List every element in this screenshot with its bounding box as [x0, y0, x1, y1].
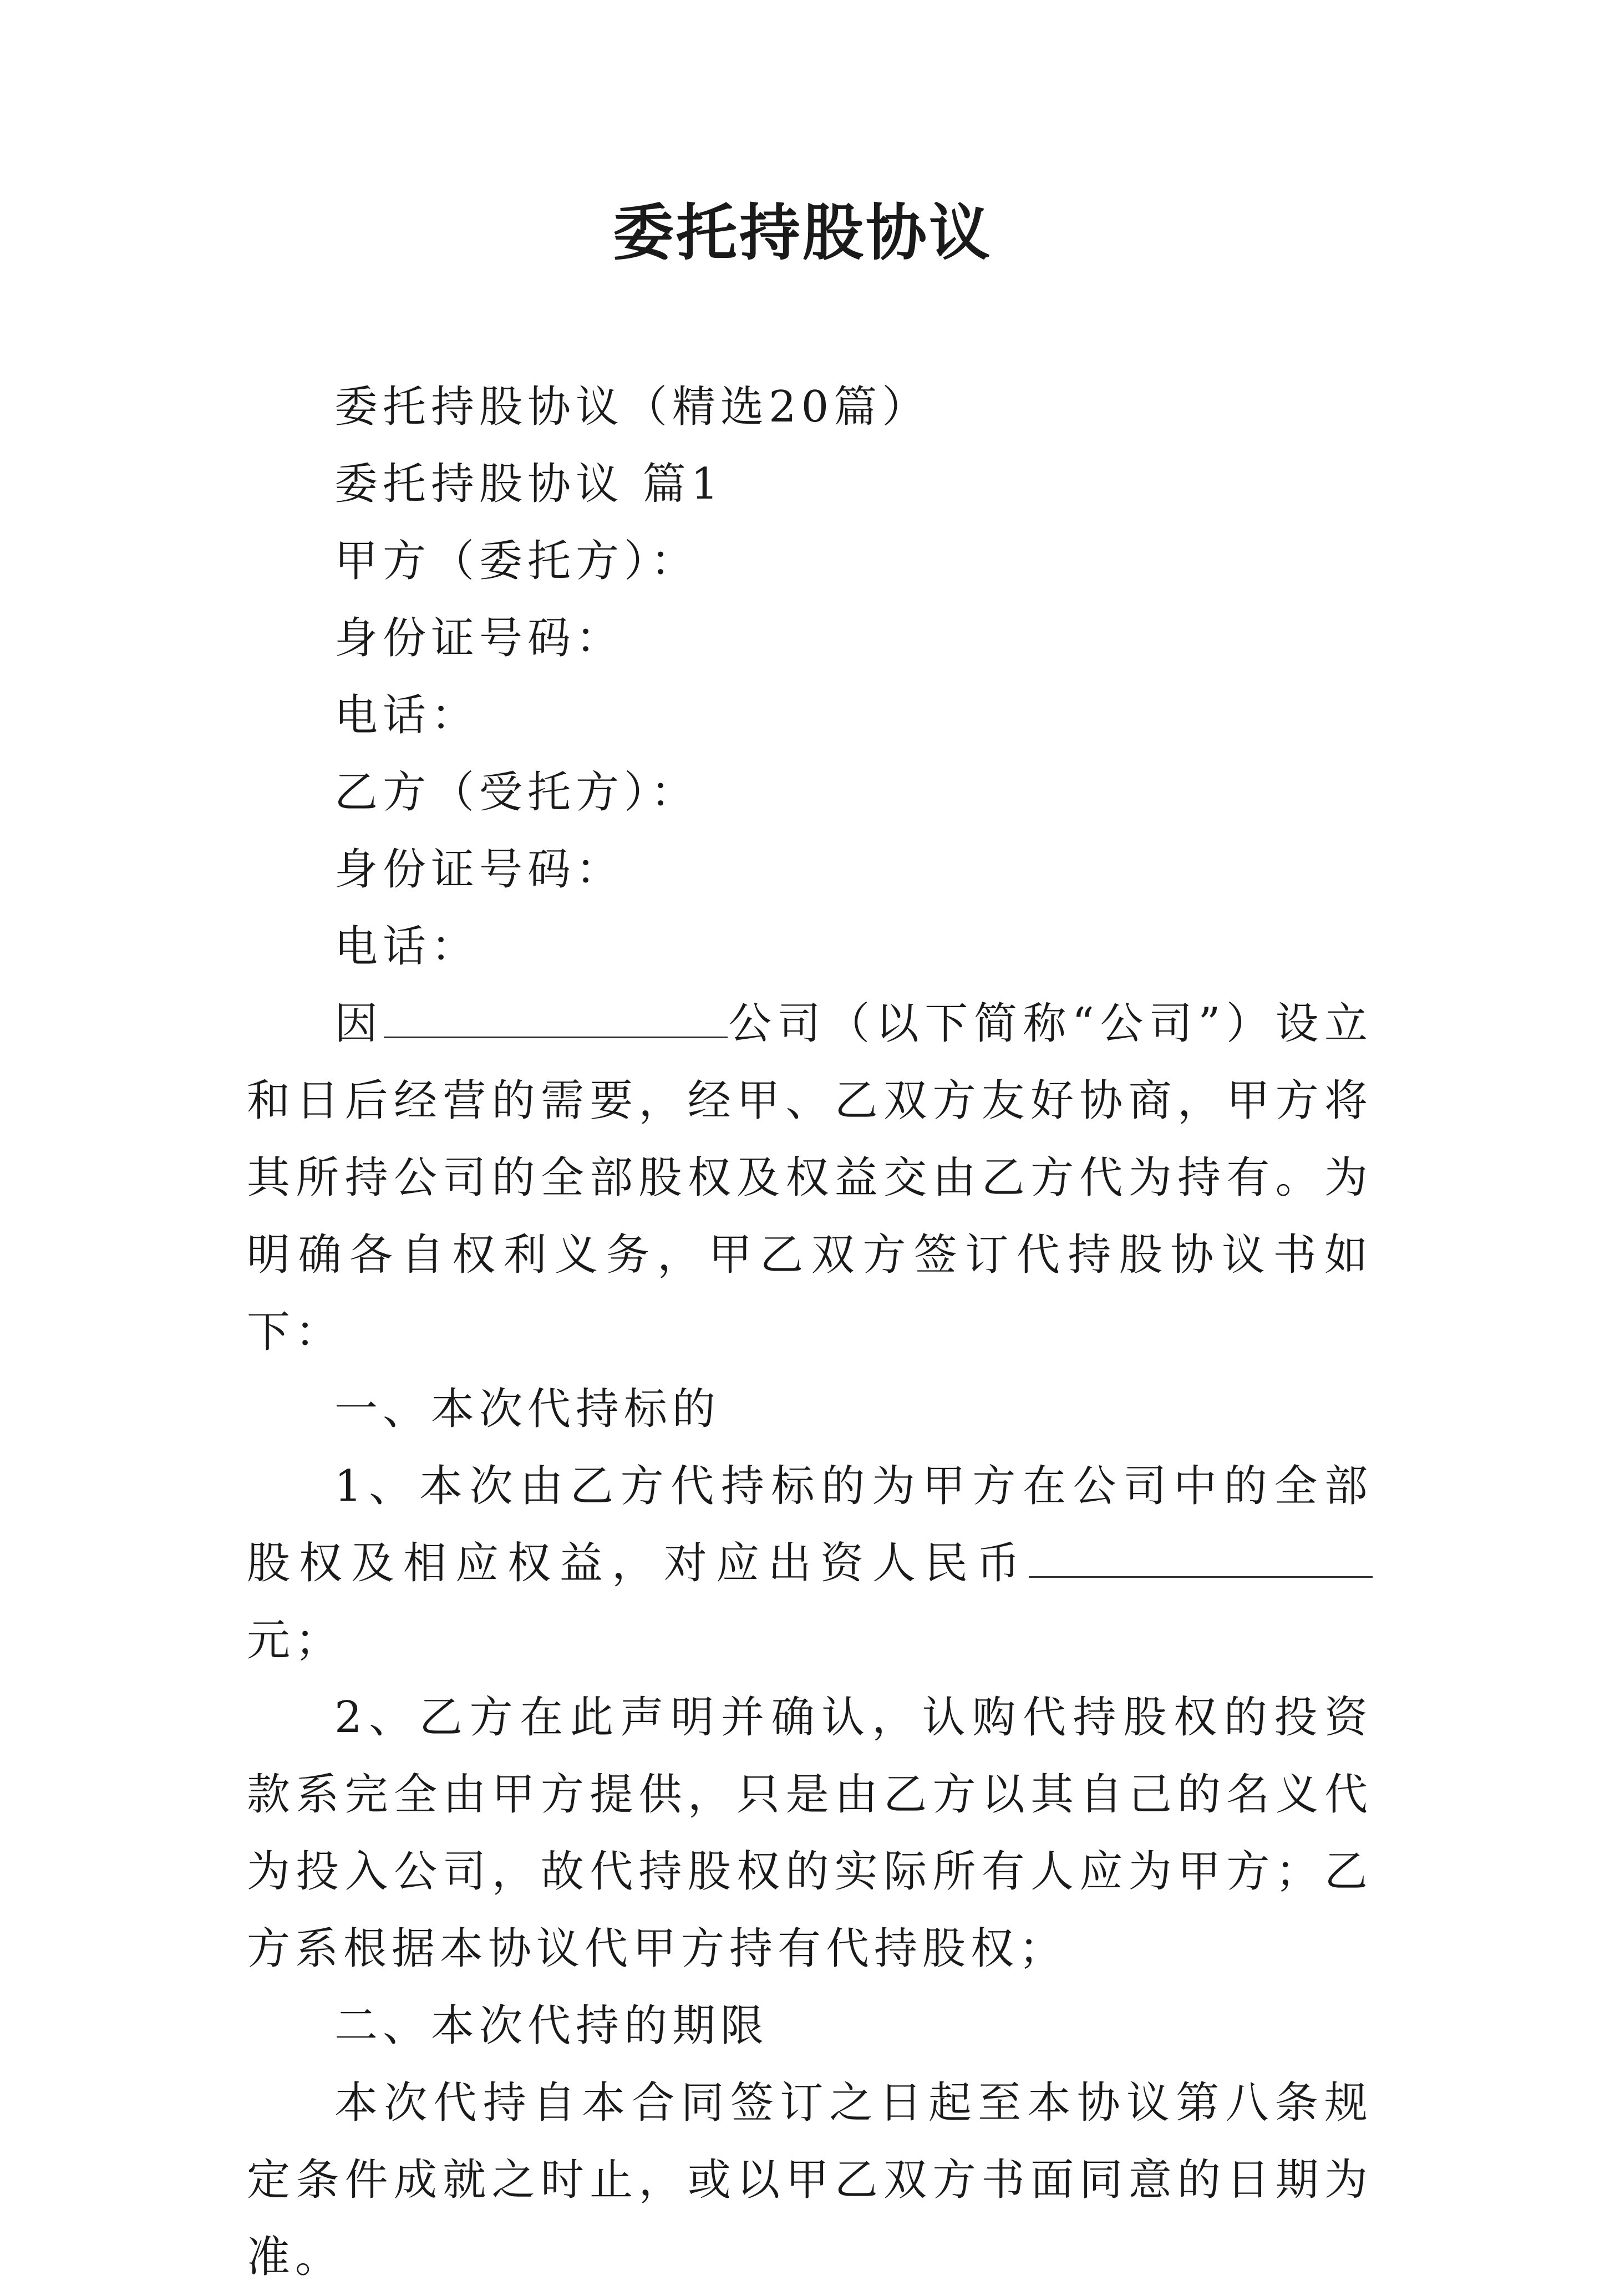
article-heading: 委托持股协议 篇1: [334, 459, 724, 509]
intro-prefix: 因: [334, 999, 384, 1049]
section-1-item-1: [247, 1448, 1373, 1679]
amount-blank: [1029, 1537, 1373, 1578]
document-title: 委托持股协议: [613, 197, 992, 268]
party-b-line: 乙方（受托方）：: [334, 768, 699, 817]
item-1-suffix: 元；: [247, 1616, 344, 1665]
party-b-id-line: 身份证号码：: [334, 845, 624, 895]
section-2-body: 本次代持自本合同签订之日起至本协议第八条规定条件成就之时止，或以甲乙双方书面同意的日期为准。: [247, 2078, 1373, 2282]
collection-title: 委托持股协议（精选20篇）: [334, 382, 931, 432]
party-a-phone-line: 电话：: [334, 690, 480, 740]
company-name-blank: [384, 998, 728, 1038]
section-1-heading: 一、本次代持标的: [334, 1384, 721, 1434]
party-b-phone-line: 电话：: [334, 922, 480, 972]
intro-suffix: 公司（以下简称“公司”）设立和日后经营的需要，经甲、乙双方友好协商，甲方将其所持公司的全部股权及权益交由乙方代为持有。为明确各自权利义务，甲乙双方签订代持股协议书如下：: [247, 999, 1373, 1357]
party-a-line: 甲方（委托方）：: [334, 536, 699, 586]
section-1-item-2: 2、乙方在此声明并确认，认购代持股权的投资款系完全由甲方提供，只是由乙方以其自己的名义代为投入公司，故代持股权的实际所有人应为甲方；乙方系根据本协议代甲方持有代持股权；: [247, 1693, 1373, 1974]
party-a-id-line: 身份证号码：: [334, 613, 624, 663]
intro-paragraph: [247, 986, 1373, 1371]
item-1-prefix: 1、本次由乙方代持标的为甲方在公司中的全部股权及相应权益，对应出资人民币: [247, 1461, 1373, 1588]
document-body: [247, 369, 1373, 2296]
section-2-heading: 二、本次代持的期限: [334, 2001, 769, 2051]
